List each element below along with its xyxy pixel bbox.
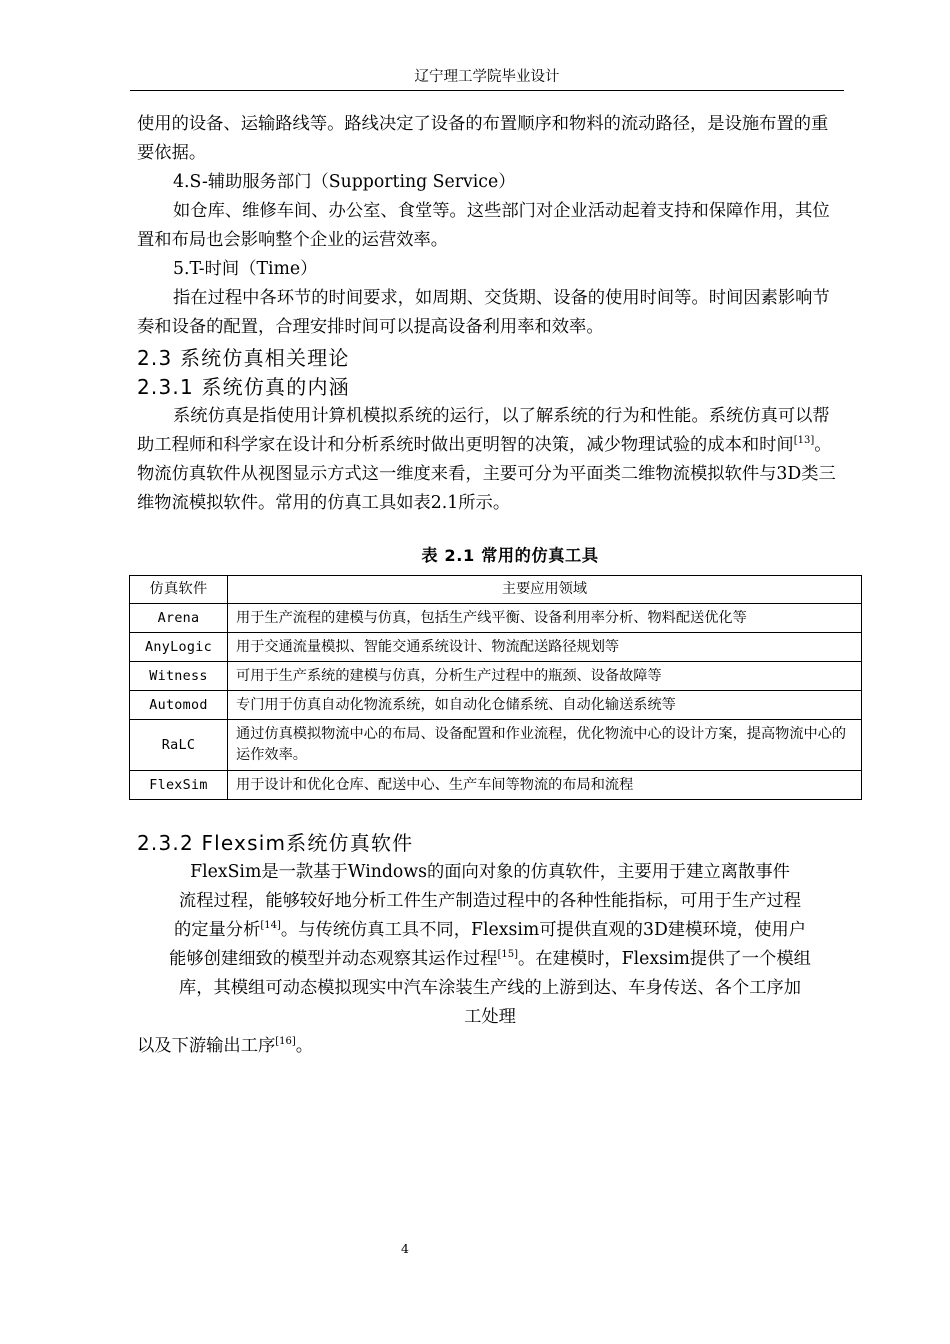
- table-row: [130, 691, 862, 720]
- citation-15: [15]: [497, 949, 518, 961]
- sec232-line-7: [137, 1032, 843, 1061]
- sec232-line-3b: 。与传统仿真工具不同，Flexsim可提供直观的3D建模环境，使用户: [280, 920, 807, 940]
- header-software: 仿真软件: [130, 576, 228, 604]
- software-application: 用于设计和优化仓库、配送中心、生产车间等物流的布局和流程: [228, 771, 862, 800]
- software-application: 用于生产流程的建模与仿真，包括生产线平衡、设备利用率分析、物料配送优化等: [228, 604, 862, 633]
- sec232-line-7a: 以及下游输出工序: [137, 1036, 276, 1056]
- table-caption: 表 2.1 常用的仿真工具: [421, 546, 599, 565]
- section-2-3-2-title: 2.3.2 Flexsim系统仿真软件: [137, 831, 414, 855]
- citation-13: [13]: [793, 435, 815, 447]
- header-application: 主要应用领域: [228, 576, 862, 604]
- page-header: [130, 64, 844, 91]
- simulation-tools-table: [129, 575, 862, 800]
- item-5-title: 5.T-时间（Time）: [173, 259, 318, 279]
- software-application: 通过仿真模拟物流中心的布局、设备配置和作业流程，优化物流中心的设计方案，提高物流中心的运作效率。: [228, 720, 862, 771]
- sec232-line-5: 库，其模组可动态模拟现实中汽车涂装生产线的上游到达、车身传送、各个工序加: [178, 978, 802, 998]
- sec232-line-2: 流程过程，能够较好地分析工件生产制造过程中的各种性能指标，可用于生产过程: [178, 891, 802, 911]
- sec232-line-4: [137, 945, 843, 974]
- page-content: [137, 110, 847, 1061]
- section-2-3-1-paragraph: [137, 402, 843, 518]
- table-row: [130, 604, 862, 633]
- table-row: [130, 633, 862, 662]
- sec232-line-7b: 。: [295, 1036, 314, 1056]
- page-number: 4: [401, 1241, 409, 1256]
- sec232-line-3a: 的定量分析: [173, 920, 261, 940]
- table-header-row: [130, 576, 862, 604]
- sec232-line-3: [137, 916, 843, 945]
- citation-14: [14]: [260, 920, 281, 932]
- sec232-line-4b: 。在建模时，Flexsim提供了一个模组: [517, 949, 811, 969]
- software-name: Automod: [130, 691, 228, 720]
- table-row: [130, 720, 862, 771]
- software-application: 用于交通流量模拟、智能交通系统设计、物流配送路径规划等: [228, 633, 862, 662]
- table-row: [130, 662, 862, 691]
- software-name: FlexSim: [130, 771, 228, 800]
- software-application: 专门用于仿真自动化物流系统，如自动化仓储系统、自动化输送系统等: [228, 691, 862, 720]
- item-5-text: 指在过程中各环节的时间要求，如周期、交货期、设备的使用时间等。时间因素影响节奏和设备的配置，合理安排时间可以提高设备利用率和效率。: [137, 288, 830, 337]
- sec232-line-4a: 能够创建细致的模型并动态观察其运作过程: [169, 949, 498, 969]
- citation-16: [16]: [275, 1036, 296, 1048]
- sec232-line-1: FlexSim是一款基于Windows的面向对象的仿真软件，主要用于建立离散事件: [190, 862, 790, 882]
- section-2-3-2-paragraph: [137, 858, 843, 1032]
- software-name: Witness: [130, 662, 228, 691]
- section-2-3-title: 2.3 系统仿真相关理论: [137, 346, 350, 370]
- simulation-tools-table-wrap: [129, 575, 861, 800]
- header-title: 辽宁理工学院毕业设计: [414, 69, 560, 85]
- item-4-title: 4.S-辅助服务部门（Supporting Service）: [173, 172, 516, 192]
- sec232-line-6: 工处理: [464, 1007, 516, 1027]
- paragraph-routes: 使用的设备、运输路线等。路线决定了设备的布置顺序和物料的流动路径，是设施布置的重要依据。: [137, 114, 829, 163]
- sec231-text-b: 。物流仿真软件从视图显示方式这一维度来看，主要可分为平面类二维物流模拟软件与3D类三维物流模拟软件。常用的仿真工具如表2.1所示。: [137, 435, 836, 513]
- item-4-text: 如仓库、维修车间、办公室、食堂等。这些部门对企业活动起着支持和保障作用，其位置和布局也会影响整个企业的运营效率。: [137, 201, 830, 250]
- section-2-3-1-title: 2.3.1 系统仿真的内涵: [137, 375, 350, 399]
- table-row: [130, 771, 862, 800]
- software-name: AnyLogic: [130, 633, 228, 662]
- software-application: 可用于生产系统的建模与仿真，分析生产过程中的瓶颈、设备故障等: [228, 662, 862, 691]
- software-name: RaLC: [130, 720, 228, 771]
- software-name: Arena: [130, 604, 228, 633]
- sec231-text-a: 系统仿真是指使用计算机模拟系统的运行，以了解系统的行为和性能。系统仿真可以帮助工程师和科学家在设计和分析系统时做出更明智的决策，减少物理试验的成本和时间: [137, 406, 830, 455]
